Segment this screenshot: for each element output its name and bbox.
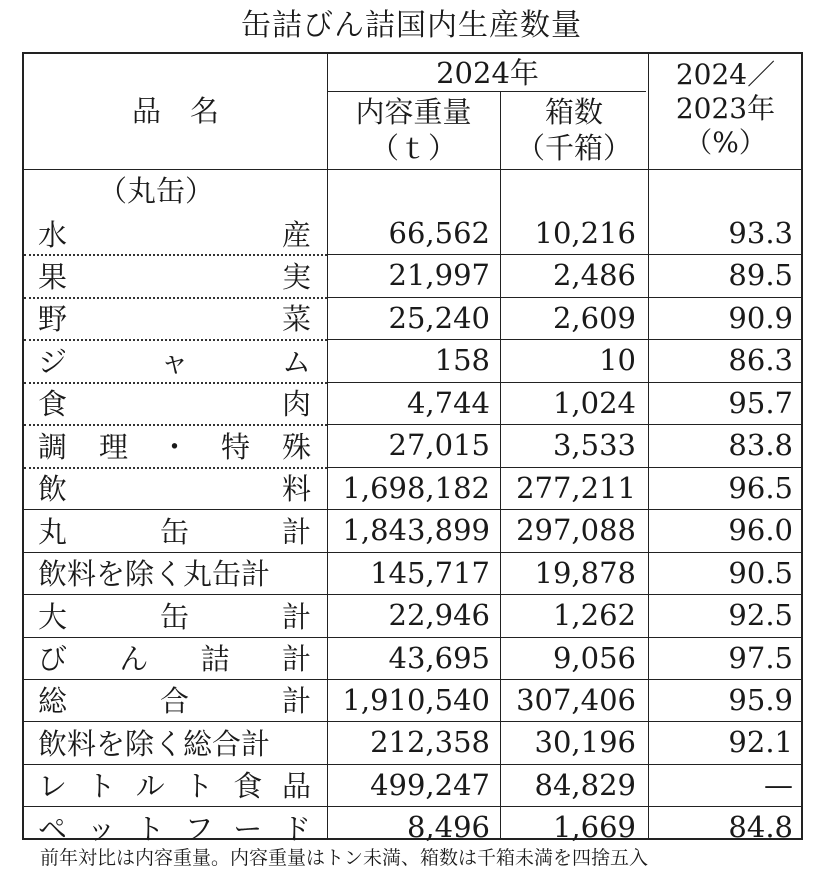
row-ratio-value: 86.3 — [728, 343, 793, 378]
row-weight-value: 1,843,899 — [342, 513, 490, 548]
row-item-name — [24, 467, 327, 509]
row-cases-value: 1,024 — [552, 385, 636, 420]
header-cases-unit: （千箱） — [515, 131, 632, 165]
row-item-name-part: 理 — [98, 429, 128, 464]
row-item-name — [24, 679, 327, 721]
row-item-name-part: ル — [135, 769, 165, 804]
row-item-name-part: 缶 — [159, 514, 189, 549]
header-cases — [500, 94, 648, 166]
row-ratio-value: 95.7 — [728, 385, 793, 420]
header-ratio-line1: 2024／ — [675, 58, 776, 91]
row-item-name-part: 総 — [38, 684, 68, 719]
row-cases-value: 9,056 — [552, 640, 636, 675]
row-item-name-part: 菜 — [281, 302, 311, 337]
header-weight — [327, 94, 500, 166]
row-item-name-part: 飲料を除く総合計 — [38, 726, 271, 761]
row-ratio-value: 92.5 — [728, 598, 793, 633]
row-item-name-part: 調 — [38, 429, 68, 464]
row-item-name-part: ー — [233, 811, 263, 846]
row-weight-value: 499,247 — [370, 767, 490, 802]
row-item-name-part: 飲料を除く丸缶計 — [38, 557, 271, 592]
row-item-name-part: 飲 — [38, 472, 68, 507]
row-item-name-part: 殊 — [281, 429, 311, 464]
header-item-name: 品 名 — [131, 94, 219, 128]
row-item-name — [24, 806, 327, 848]
row-cases-value: 3,533 — [552, 428, 636, 463]
column-divider — [500, 91, 501, 838]
row-item-name-part: 缶 — [159, 599, 189, 634]
row-item-name-part: ジ — [38, 344, 68, 379]
row-item-name-part: ッ — [86, 811, 116, 846]
row-weight-value: 22,946 — [388, 598, 490, 633]
row-weight-value: 66,562 — [388, 216, 490, 250]
header-cases-label: 箱数 — [544, 95, 603, 129]
row-ratio-value: 84.8 — [728, 810, 793, 845]
row-item-name-part: 計 — [281, 599, 311, 634]
production-table — [22, 52, 803, 846]
row-ratio-value: 96.5 — [728, 470, 793, 505]
row-item-name-part: 産 — [281, 217, 311, 252]
row-weight-value: 145,717 — [370, 555, 490, 590]
row-weight-value: 25,240 — [388, 300, 490, 335]
row-ratio-value: 90.5 — [728, 555, 793, 590]
row-item-name-part: 詰 — [200, 642, 230, 676]
row-item-name-part: 肉 — [281, 387, 311, 422]
row-cases-value: 2,486 — [552, 258, 636, 293]
table-title: 缶詰びん詰国内生産数量 — [241, 8, 582, 43]
row-item-name-part: ト — [86, 769, 116, 804]
row-weight-value: 1,698,182 — [342, 470, 490, 505]
row-cases-value: 2,609 — [552, 300, 636, 335]
row-cases-value: 277,211 — [516, 470, 636, 505]
row-weight-value: 21,997 — [388, 258, 490, 293]
row-item-name-part: 食 — [233, 769, 263, 804]
row-cases-value: 297,088 — [516, 513, 636, 548]
row-cases-value: 30,196 — [534, 725, 636, 760]
row-ratio-value: 93.3 — [728, 216, 793, 250]
row-item-name-part: 水 — [38, 217, 68, 252]
header-weight-unit: （ｔ） — [369, 131, 457, 165]
row-ratio-value: — — [764, 767, 793, 802]
row-item-name — [24, 552, 327, 594]
row-item-name-part: 料 — [281, 472, 311, 507]
header-ratio-line2: 2023年 — [675, 92, 776, 125]
row-ratio-value: 83.8 — [728, 428, 793, 463]
row-item-name-part: 実 — [281, 259, 311, 294]
row-cases-value: 10 — [599, 343, 636, 378]
row-item-name-part: 合 — [159, 684, 189, 719]
row-item-name — [24, 637, 327, 679]
row-cases-value: 84,829 — [534, 767, 636, 802]
row-item-name — [24, 212, 327, 254]
row-ratio-value: 89.5 — [728, 258, 793, 293]
row-ratio-value: 95.9 — [728, 682, 793, 717]
row-item-name-part: ャ — [159, 344, 189, 379]
row-item-name — [24, 382, 327, 424]
row-item-name — [24, 424, 327, 466]
row-weight-value: 158 — [434, 343, 490, 378]
row-item-name — [24, 721, 327, 763]
row-weight-value: 1,910,540 — [342, 682, 490, 717]
row-item-name-part: ト — [135, 811, 165, 846]
column-divider — [648, 54, 649, 838]
row-weight-value: 8,496 — [406, 810, 490, 845]
row-item-name — [24, 254, 327, 296]
row-ratio-value: 92.1 — [728, 725, 793, 760]
row-weight-value: 4,744 — [406, 385, 490, 420]
row-weight-value: 27,015 — [388, 428, 490, 463]
row-cases-value: 1,669 — [552, 810, 636, 845]
row-item-name-part: ド — [281, 811, 311, 846]
header-ratio-unit: （%） — [684, 126, 767, 159]
row-item-name-part: ・ — [159, 429, 189, 464]
header-weight-label: 内容重量 — [355, 95, 472, 129]
section-label: （丸缶） — [98, 174, 215, 208]
row-item-name-part: 特 — [220, 429, 250, 464]
row-item-name-part: フ — [184, 811, 214, 846]
row-cases-value: 10,216 — [534, 216, 636, 250]
row-item-name-part: び — [38, 642, 68, 676]
row-item-name-part: ペ — [38, 811, 68, 846]
footnote: 前年対比は内容重量。内容重量はトン未満、箱数は千箱未満を四捨五入 — [40, 847, 649, 869]
row-item-name-part: 計 — [281, 514, 311, 549]
row-item-name — [24, 509, 327, 551]
row-item-name-part: ム — [281, 344, 311, 379]
row-item-name — [24, 594, 327, 636]
row-ratio-value: 90.9 — [728, 300, 793, 335]
row-item-name-part: 大 — [38, 599, 68, 634]
header-bottom-line — [24, 169, 801, 170]
row-item-name-part: 計 — [281, 684, 311, 719]
row-item-name-part: 丸 — [38, 514, 68, 549]
row-ratio-value: 97.5 — [728, 640, 793, 675]
row-cases-value: 307,406 — [516, 682, 636, 717]
row-item-name-part: 果 — [38, 259, 68, 294]
row-item-name-part: ん — [119, 642, 149, 676]
row-item-name-part: レ — [38, 769, 68, 804]
row-item-name-part: 品 — [281, 769, 311, 804]
row-cases-value: 1,262 — [552, 598, 636, 633]
row-weight-value: 43,695 — [388, 640, 490, 675]
row-ratio-value: 96.0 — [728, 513, 793, 548]
row-weight-value: 212,358 — [370, 725, 490, 760]
row-item-name-part: 野 — [38, 302, 68, 337]
row-item-name-part: 食 — [38, 387, 68, 422]
row-item-name — [24, 297, 327, 339]
row-item-name — [24, 764, 327, 806]
header-ratio — [648, 58, 803, 160]
header-year-group: 2024年 — [436, 56, 539, 90]
row-item-name-part: ト — [184, 769, 214, 804]
row-item-name-part: 計 — [281, 642, 311, 676]
row-item-name — [24, 339, 327, 381]
row-cases-value: 19,878 — [534, 555, 636, 590]
